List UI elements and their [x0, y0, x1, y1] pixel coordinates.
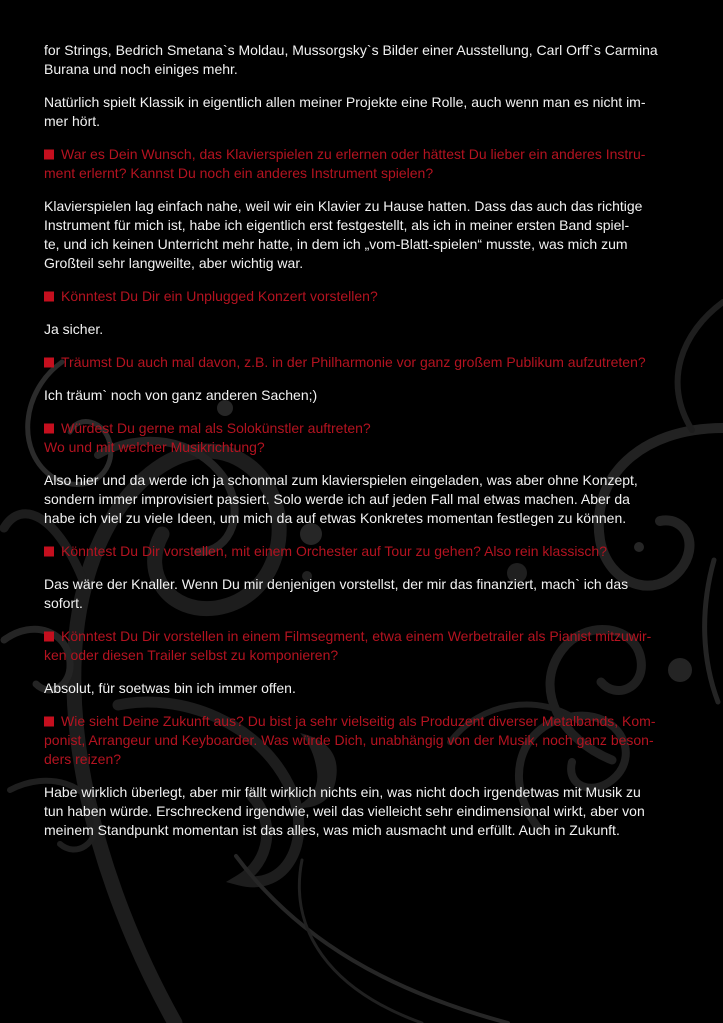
answer-line: mer hört. [44, 113, 101, 129]
interview-question [44, 145, 685, 183]
question-line [44, 419, 685, 438]
answer-line: te, und ich keinen Unterricht mehr hatte, in dem ich „vom-Blatt-spielen“ musste, was mich zum [44, 236, 628, 252]
question-line: ders reizen? [44, 751, 122, 767]
question-text: Würdest Du gerne mal als Solokünstler auftreten? [61, 420, 371, 436]
question-text: Könntest Du Dir vorstellen, mit einem Orchester auf Tour zu gehen? Also rein klassisch? [61, 543, 607, 559]
answer-line: meinem Standpunkt momentan ist das alles, was mich ausmacht und erfüllt. Auch in Zukunft. [44, 822, 620, 838]
question-line: ken oder diesen Trailer selbst zu komponieren? [44, 647, 339, 663]
answer-line: Großteil sehr langweilte, aber wichtig war. [44, 255, 304, 271]
answer-line: Instrument für mich ist, habe ich eigentlich erst festgestellt, als ich in meiner ersten Band spiel- [44, 217, 630, 233]
answer-line: Das wäre der Knaller. Wenn Du mir denjenigen vorstellst, der mir das finanziert, mach` ich das [44, 576, 629, 592]
interview-answer [44, 386, 685, 405]
question-bullet-icon [44, 150, 54, 160]
interview-answer [44, 783, 685, 840]
interview-answer [44, 93, 685, 131]
answer-line: Absolut, für soetwas bin ich immer offen. [44, 680, 296, 696]
question-line: Wo und mit welcher Musikrichtung? [44, 439, 265, 455]
question-text: Könntest Du Dir vorstellen in einem Filmsegment, etwa einem Werbetrailer als Pianist mitzuwir- [61, 628, 652, 644]
interview-question [44, 353, 685, 372]
question-bullet-icon [44, 632, 54, 642]
answer-line: tun haben würde. Erschreckend irgendwie, weil das vielleicht sehr eindimensional wirkt, aber von [44, 803, 645, 819]
answer-line: sondern immer improvisiert passiert. Solo werde ich auf jeden Fall mal etwas machen. Aber da [44, 491, 630, 507]
question-line [44, 627, 685, 646]
question-line [44, 353, 685, 372]
question-line [44, 145, 685, 164]
interview-answer [44, 471, 685, 528]
question-text: War es Dein Wunsch, das Klavierspielen zu erlernen oder hättest Du lieber ein anderes Instru- [61, 146, 646, 162]
answer-line: Natürlich spielt Klassik in eigentlich allen meiner Projekte eine Rolle, auch wenn man es nicht im- [44, 94, 646, 110]
interview-question [44, 712, 685, 769]
answer-line: Klavierspielen lag einfach nahe, weil wir ein Klavier zu Hause hatten. Dass das auch das richtige [44, 198, 643, 214]
question-line [44, 542, 685, 561]
question-bullet-icon [44, 717, 54, 727]
interview-answer [44, 197, 685, 273]
question-bullet-icon [44, 424, 54, 434]
interview-question [44, 542, 685, 561]
question-line: ponist, Arrangeur und Keyboarder. Was würde Dich, unabhängig von der Musik, noch ganz beson- [44, 732, 654, 748]
answer-line: habe ich viel zu viele Ideen, um mich da auf etwas Konkretes momentan festlegen zu können. [44, 510, 627, 526]
question-text: Wie sieht Deine Zukunft aus? Du bist ja sehr vielseitig als Produzent diverser Metalbands, Kom- [61, 713, 656, 729]
interview-question [44, 627, 685, 665]
question-text: Könntest Du Dir ein Unplugged Konzert vorstellen? [61, 288, 378, 304]
answer-line: Ich träum` noch von ganz anderen Sachen;) [44, 387, 318, 403]
answer-line: Burana und noch einiges mehr. [44, 61, 238, 77]
answer-line: Ja sicher. [44, 321, 104, 337]
answer-line: for Strings, Bedrich Smetana`s Moldau, Mussorgsky`s Bilder einer Ausstellung, Carl Orff`s Carmina [44, 42, 658, 58]
interview-question [44, 287, 685, 306]
interview-answer [44, 679, 685, 698]
interview-question [44, 419, 685, 457]
interview-answer [44, 320, 685, 339]
answer-line: sofort. [44, 595, 83, 611]
answer-line: Habe wirklich überlegt, aber mir fällt wirklich nichts ein, was nicht doch irgendetwas mit Musik zu [44, 784, 641, 800]
question-bullet-icon [44, 292, 54, 302]
interview-answer [44, 575, 685, 613]
question-text: Träumst Du auch mal davon, z.B. in der Philharmonie vor ganz großem Publikum aufzutreten? [61, 354, 646, 370]
question-line: ment erlernt? Kannst Du noch ein anderes Instrument spielen? [44, 165, 434, 181]
answer-line: Also hier und da werde ich ja schonmal zum klavierspielen eingeladen, was aber ohne Konzept, [44, 472, 638, 488]
question-bullet-icon [44, 358, 54, 368]
question-line [44, 712, 685, 731]
question-line [44, 287, 685, 306]
interview-answer [44, 41, 685, 79]
question-bullet-icon [44, 547, 54, 557]
